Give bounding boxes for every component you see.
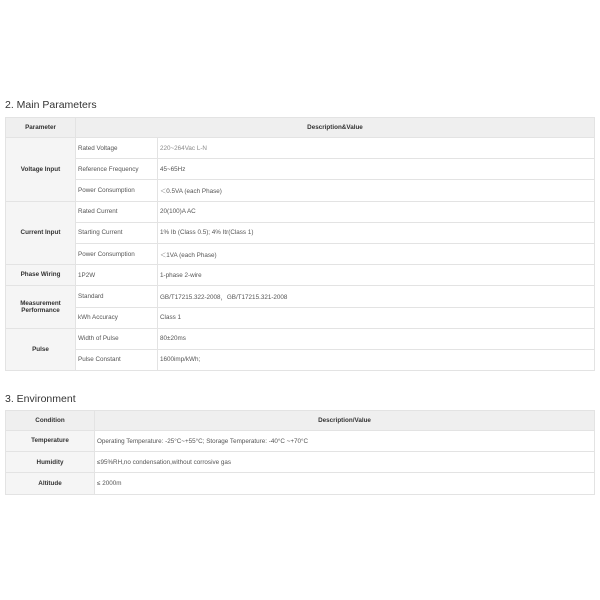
table-row: [6, 349, 595, 370]
row-label: Rated Current: [76, 201, 158, 222]
row-value: Class 1: [158, 307, 595, 328]
row-value: 20(100)A AC: [158, 201, 595, 222]
environment-title: 3. Environment: [5, 393, 76, 405]
condition-temperature: Temperature: [6, 431, 95, 452]
row-value: 45~65Hz: [158, 159, 595, 180]
row-label: Starting Current: [76, 222, 158, 243]
description-value-header: Description/Value: [95, 411, 595, 431]
row-value: Operating Temperature: -25°C~+55°C; Storage Temperature: -40°C ~+70°C: [95, 431, 595, 452]
table-row: [6, 180, 595, 201]
table-row: [6, 159, 595, 180]
table-row: [6, 431, 595, 452]
row-label: 1P2W: [76, 265, 158, 286]
row-value: ＜1VA (each Phase): [158, 243, 595, 264]
table-row: [6, 452, 595, 473]
description-value-header: Description&Value: [76, 118, 595, 138]
row-value: 220~264Vac L-N: [158, 138, 595, 159]
row-label: Reference Frequency: [76, 159, 158, 180]
row-label: Standard: [76, 286, 158, 307]
table-row: [6, 328, 595, 349]
table-row: [6, 138, 595, 159]
row-value: GB/T17215.322-2008，GB/T17215.321-2008: [158, 286, 595, 307]
row-label: Width of Pulse: [76, 328, 158, 349]
condition-humidity: Humidity: [6, 452, 95, 473]
row-value: ≤95%RH,no condensation,without corrosive gas: [95, 452, 595, 473]
group-pulse: Pulse: [6, 328, 76, 370]
row-value: 1-phase 2-wire: [158, 265, 595, 286]
table-row: [6, 243, 595, 264]
table-row: [6, 222, 595, 243]
table-row: [6, 473, 595, 494]
row-value: 1% Ib (Class 0.5); 4% Itr(Class 1): [158, 222, 595, 243]
condition-header: Condition: [6, 411, 95, 431]
table-row: [6, 307, 595, 328]
row-value: 1600imp/kWh;: [158, 349, 595, 370]
table-row: [6, 201, 595, 222]
condition-altitude: Altitude: [6, 473, 95, 494]
table-row: [6, 286, 595, 307]
row-label: kWh Accuracy: [76, 307, 158, 328]
row-value: ≤ 2000m: [95, 473, 595, 494]
main-parameters-title: 2. Main Parameters: [5, 99, 97, 111]
group-measurement-performance: Measurement Performance: [6, 286, 76, 328]
row-value: ＜0.5VA (each Phase): [158, 180, 595, 201]
row-label: Pulse Constant: [76, 349, 158, 370]
group-current-input: Current Input: [6, 201, 76, 265]
table-row: [6, 265, 595, 286]
row-label: Power Consumption: [76, 180, 158, 201]
row-value: 80±20ms: [158, 328, 595, 349]
environment-table: [5, 410, 595, 495]
row-label: Rated Voltage: [76, 138, 158, 159]
parameter-header: Parameter: [6, 118, 76, 138]
table-header-row: [6, 411, 595, 431]
group-voltage-input: Voltage Input: [6, 138, 76, 202]
table-header-row: [6, 118, 595, 138]
group-phase-wiring: Phase Wiring: [6, 265, 76, 286]
main-parameters-table: [5, 117, 595, 371]
row-label: Power Consumption: [76, 243, 158, 264]
